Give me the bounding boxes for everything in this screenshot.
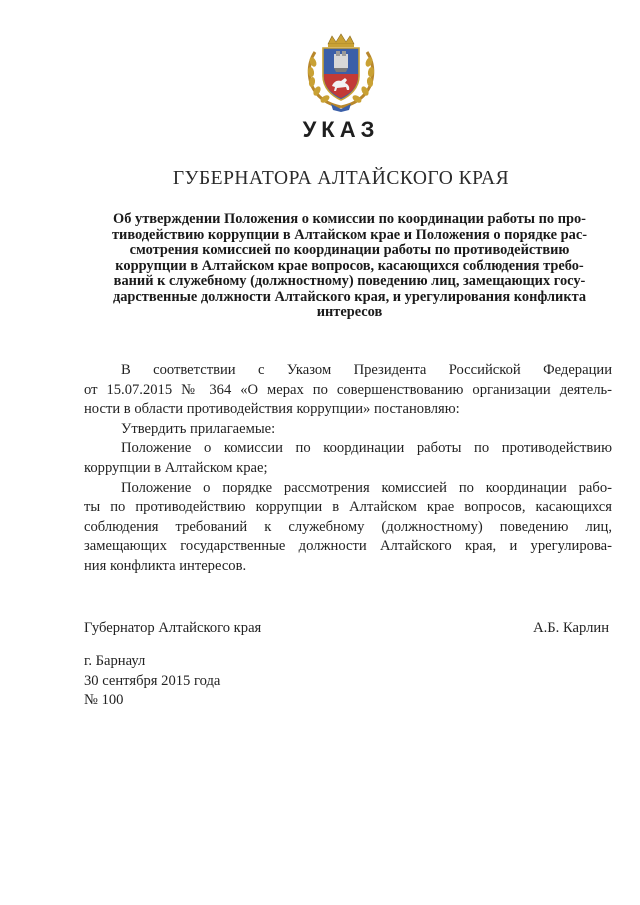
approve-paragraph (84, 420, 612, 440)
body-line: коррупции в Алтайском крае; (84, 459, 268, 476)
body-line: замещающих государственные должности Алтайского края, и урегулирова- (84, 538, 612, 555)
issuer-heading: ГУБЕРНАТОРА АЛТАЙСКОГО КРАЯ (172, 168, 510, 189)
body-line: ты по противодействию коррупции в Алтайском крае вопросов, касающихся (84, 499, 612, 516)
decree-number: № 100 (84, 692, 124, 709)
body-line: Положение о порядке рассмотрения комиссией по координации рабо- (121, 479, 612, 496)
issue-place: г. Барнаул (84, 653, 146, 669)
body-line: ния конфликта интересов. (84, 557, 247, 574)
title-line: дарственные должности Алтайского края, и урегулирования конфликта (112, 288, 587, 305)
title-line: Об утверждении Положения о комиссии по координации работы по про- (113, 211, 586, 227)
body-line: от 15.07.2015 № 364 «О мерах по совершенствованию организации деятель- (84, 381, 612, 398)
issue-date: 30 сентября 2015 года (84, 672, 221, 689)
decree-body (84, 361, 612, 577)
signatory-position: Губернатор Алтайского края (84, 620, 262, 636)
body-line: В соответствии с Указом Президента Российской Федерации (121, 362, 612, 378)
regulation-item-commission (84, 439, 612, 478)
signatory-name: А.Б. Карлин (533, 620, 609, 636)
body-line: соблюдения требований к служебному (должностному) поведению лиц, (84, 518, 612, 535)
body-line: Положение о комиссии по координации работы по противодействию (121, 440, 612, 457)
body-line: ности в области противодействия коррупции» постановляю: (84, 401, 460, 418)
regulation-item-procedure (84, 479, 612, 577)
body-line: Утвердить прилагаемые: (121, 420, 276, 437)
title-line: тиводействию коррупции в Алтайском крае и Положения о порядке рас- (111, 226, 588, 243)
preamble-paragraph (84, 361, 612, 420)
title-line: смотрения комиссией по координации работы по противодействию (129, 242, 570, 258)
title-line: ваний к служебному (должностному) поведению лиц, замещающих госу- (113, 273, 586, 289)
document-type-heading: УКАЗ (302, 117, 380, 142)
altai-krai-coat-of-arms-icon (303, 30, 379, 112)
decree-title (86, 212, 613, 321)
title-line: интересов (316, 304, 383, 320)
title-line: коррупции в Алтайском крае вопросов, касающихся соблюдения требо- (115, 257, 584, 274)
place-date-block (84, 652, 220, 711)
